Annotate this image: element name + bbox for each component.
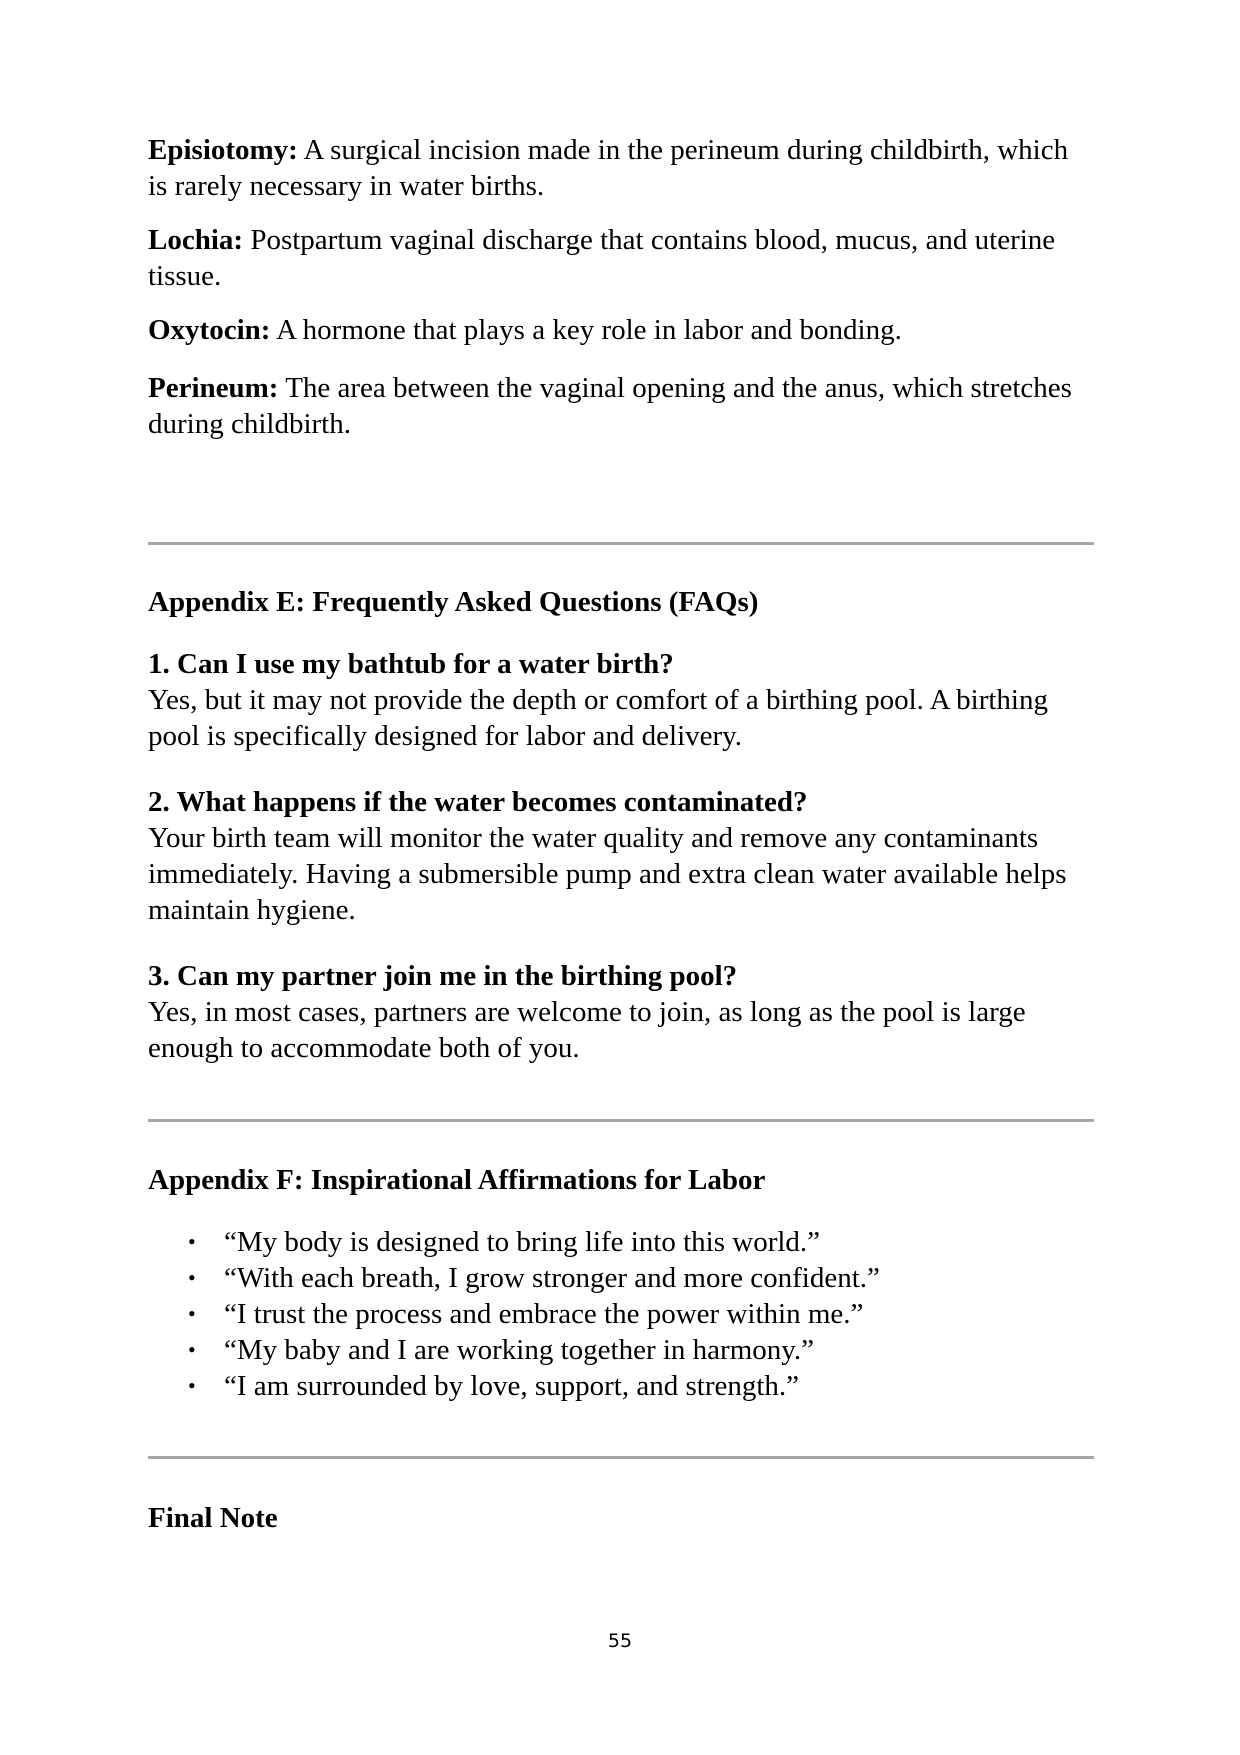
faq-answer: Yes, in most cases, partners are welcome to join, as long as the pool is large enough to accommodate both of you. <box>148 996 1026 1064</box>
bullet-icon: • <box>188 1229 196 1254</box>
glossary-definition: The area between the vaginal opening and the anus, which stretches during childbirth. <box>148 372 1072 440</box>
faq-question: 1. Can I use my bathtub for a water birth? <box>148 648 674 680</box>
section-divider <box>148 542 1094 545</box>
faq-answer: Your birth team will monitor the water quality and remove any contaminants immediately. Having a submersible pump and extra clean water available helps maintain hygiene. <box>148 822 1067 926</box>
list-item <box>148 1368 1094 1404</box>
bullet-icon: • <box>188 1265 196 1290</box>
glossary-entry-perineum <box>148 370 1094 442</box>
glossary-entry-lochia <box>148 222 1094 294</box>
faq-item-2 <box>148 784 1094 928</box>
list-item <box>148 1260 1094 1296</box>
glossary-term: Perineum: <box>148 372 279 404</box>
list-item <box>148 1332 1094 1368</box>
bullet-icon: • <box>188 1337 196 1362</box>
affirmation-text: “My body is designed to bring life into this world.” <box>224 1226 821 1258</box>
final-note-heading: Final Note <box>148 1502 278 1534</box>
glossary-term: Lochia: <box>148 224 244 256</box>
page-number: 55 <box>607 1630 633 1652</box>
glossary-definition: Postpartum vaginal discharge that contains blood, mucus, and uterine tissue. <box>148 224 1056 292</box>
list-item <box>148 1224 1094 1260</box>
appendix-e-heading: Appendix E: Frequently Asked Questions (FAQs) <box>148 586 759 618</box>
glossary-definition: A surgical incision made in the perineum during childbirth, which is rarely necessary in water births. <box>148 134 1069 202</box>
bullet-icon: • <box>188 1373 196 1398</box>
glossary-entry-oxytocin <box>148 312 1094 348</box>
affirmation-text: “My baby and I are working together in harmony.” <box>224 1334 815 1366</box>
affirmation-text: “I am surrounded by love, support, and strength.” <box>224 1370 800 1402</box>
affirmation-text: “With each breath, I grow stronger and more confident.” <box>224 1262 880 1294</box>
affirmation-text: “I trust the process and embrace the power within me.” <box>224 1298 864 1330</box>
appendix-f-heading: Appendix F: Inspirational Affirmations for Labor <box>148 1164 766 1196</box>
glossary-entry-episiotomy <box>148 132 1094 204</box>
section-divider <box>148 1456 1094 1459</box>
glossary-term: Oxytocin: <box>148 314 271 346</box>
list-item <box>148 1296 1094 1332</box>
faq-item-3 <box>148 958 1094 1066</box>
section-divider <box>148 1119 1094 1122</box>
bullet-icon: • <box>188 1301 196 1326</box>
affirmations-list <box>148 1224 1094 1404</box>
faq-question: 2. What happens if the water becomes contaminated? <box>148 786 808 818</box>
faq-answer: Yes, but it may not provide the depth or comfort of a birthing pool. A birthing pool is specifically designed for labor and delivery. <box>148 684 1048 752</box>
faq-question: 3. Can my partner join me in the birthing pool? <box>148 960 738 992</box>
glossary-definition: A hormone that plays a key role in labor and bonding. <box>270 314 902 346</box>
faq-item-1 <box>148 646 1094 754</box>
glossary-term: Episiotomy: <box>148 134 298 166</box>
